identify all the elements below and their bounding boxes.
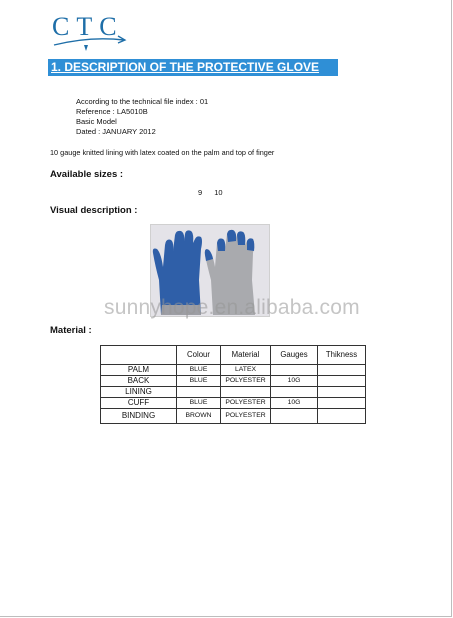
colour-cell: BLUE xyxy=(177,376,221,387)
gauge-cell xyxy=(271,365,318,376)
gauge-cell xyxy=(271,387,318,398)
column-header: Colour xyxy=(177,346,221,365)
material-heading: Material : xyxy=(50,325,92,336)
component-cell: LINING xyxy=(101,387,177,398)
model-type: Basic Model xyxy=(76,117,117,126)
watermark: sunnyhope.en.alibaba.com xyxy=(104,296,360,319)
thickness-cell xyxy=(318,387,366,398)
ctc-logo xyxy=(50,14,130,54)
colour-cell: BROWN xyxy=(177,409,221,424)
table-row xyxy=(101,387,366,398)
table-row xyxy=(101,365,366,376)
gauge-cell: 10G xyxy=(271,376,318,387)
component-cell: BINDING xyxy=(101,409,177,424)
gauge-cell xyxy=(271,409,318,424)
component-cell: PALM xyxy=(101,365,177,376)
thickness-cell xyxy=(318,409,366,424)
column-header: Material xyxy=(221,346,271,365)
table-row xyxy=(101,409,366,424)
table-row xyxy=(101,376,366,387)
thickness-cell xyxy=(318,398,366,409)
arrow-swoosh-icon xyxy=(50,14,130,54)
material-cell xyxy=(221,387,271,398)
colour-cell: BLUE xyxy=(177,365,221,376)
table-header-row xyxy=(101,346,366,365)
visual-description-heading: Visual description : xyxy=(50,205,138,216)
material-cell: LATEX xyxy=(221,365,271,376)
product-description: 10 gauge knitted lining with latex coated on the palm and top of finger xyxy=(50,148,275,157)
reference-block xyxy=(76,97,208,137)
size-list xyxy=(198,188,233,197)
technical-file-index: According to the technical file index : 01 xyxy=(76,97,209,106)
thickness-cell xyxy=(318,376,366,387)
column-header: Gauges xyxy=(271,346,318,365)
colour-cell xyxy=(177,387,221,398)
table-row xyxy=(101,398,366,409)
gauge-cell: 10G xyxy=(271,398,318,409)
component-cell: CUFF xyxy=(101,398,177,409)
thickness-cell xyxy=(318,365,366,376)
section-title-bar xyxy=(48,59,338,76)
component-cell: BACK xyxy=(101,376,177,387)
available-sizes-heading: Available sizes : xyxy=(50,169,124,180)
size-value: 9 xyxy=(198,188,203,197)
section-title: 1. DESCRIPTION OF THE PROTECTIVE GLOVE xyxy=(51,60,320,74)
column-header: Thikness xyxy=(318,346,366,365)
logo-text: CTC xyxy=(52,12,124,41)
date-line: Dated : JANUARY 2012 xyxy=(76,127,156,136)
material-table xyxy=(100,345,366,424)
size-value: 10 xyxy=(214,188,223,197)
material-cell: POLYESTER xyxy=(221,398,271,409)
reference-number: Reference : LA5010B xyxy=(76,107,148,116)
colour-cell: BLUE xyxy=(177,398,221,409)
material-cell: POLYESTER xyxy=(221,409,271,424)
column-header xyxy=(101,346,177,365)
material-cell: POLYESTER xyxy=(221,376,271,387)
